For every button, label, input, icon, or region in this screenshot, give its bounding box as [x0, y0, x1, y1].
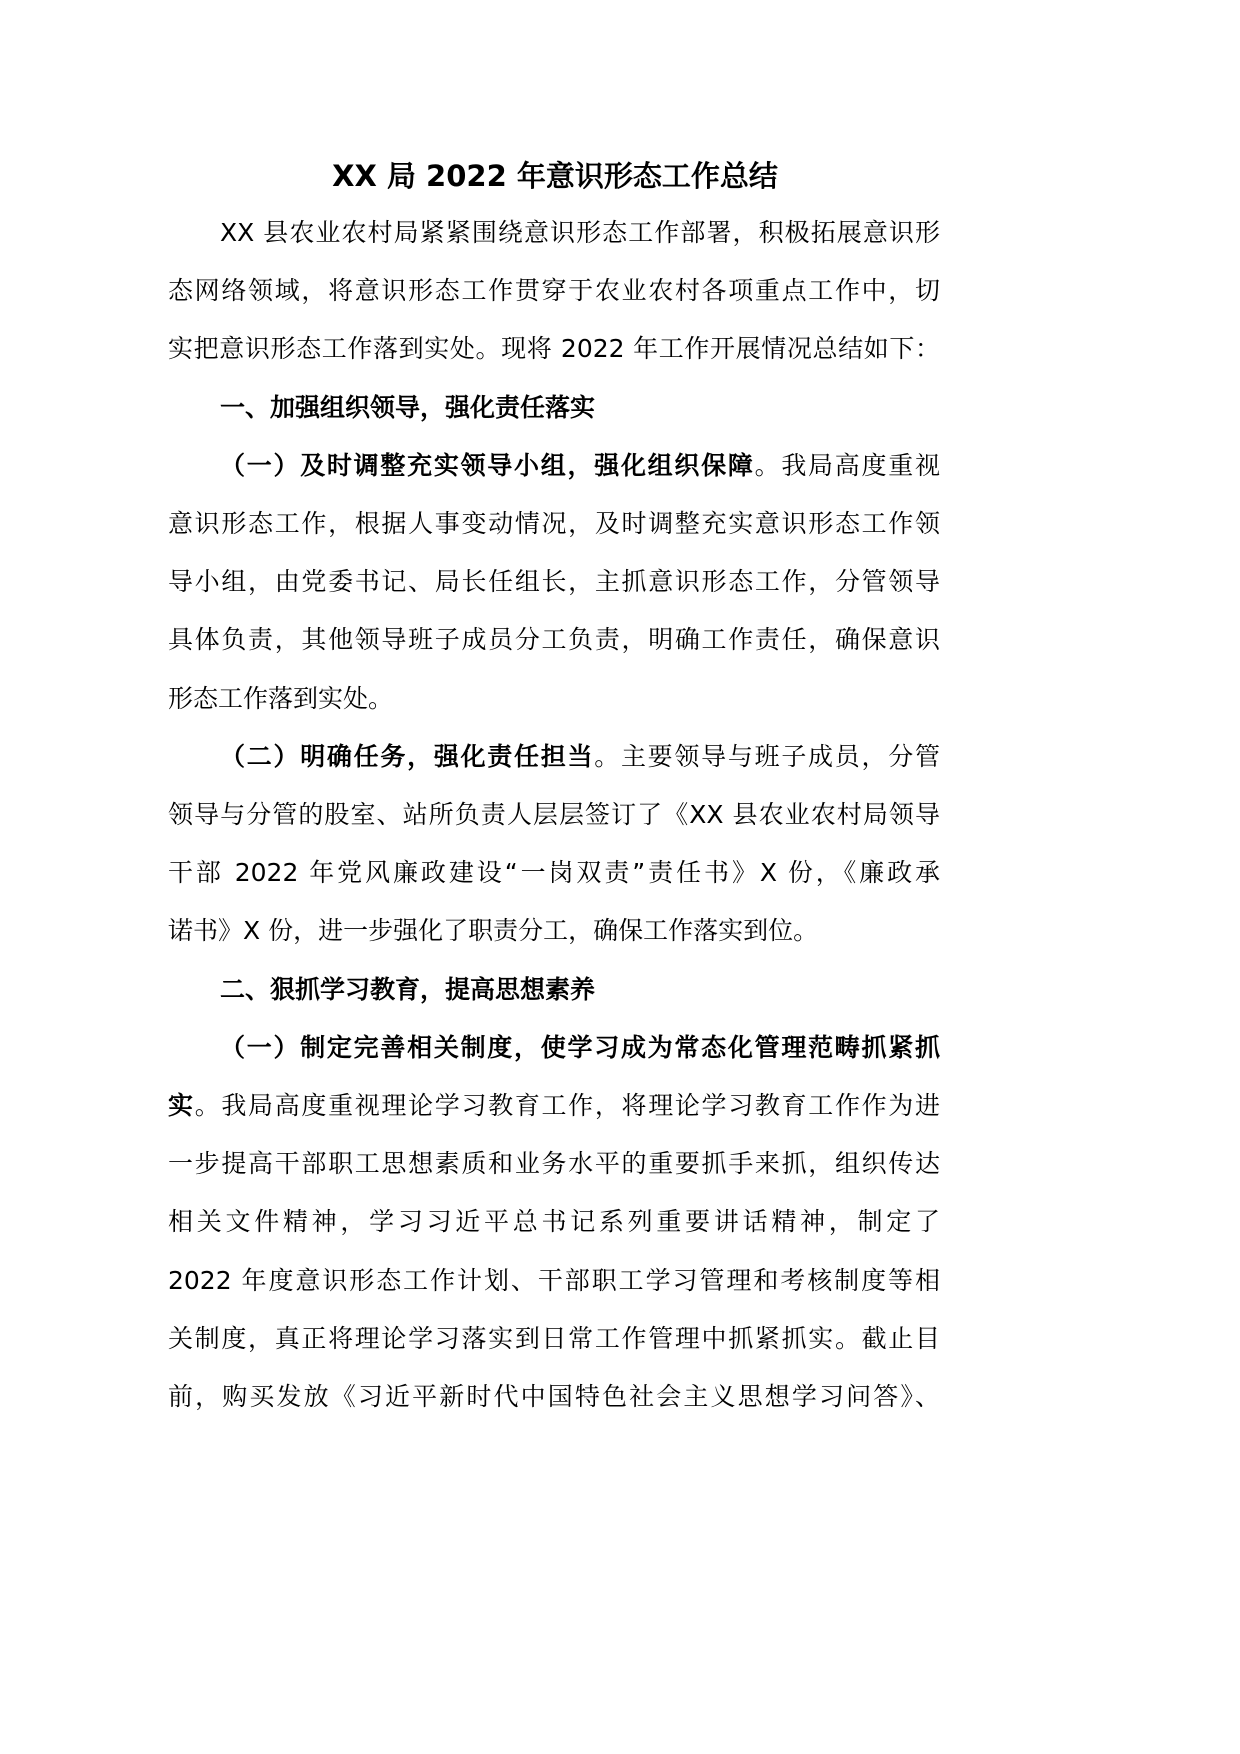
line-text: 诺书》X 份，进一步强化了职责分工，确保工作落实到位。 [168, 916, 819, 946]
text-line [168, 504, 940, 544]
text-line [168, 1377, 940, 1417]
text-line [168, 853, 940, 893]
line-text: 。主要领导与班子成员，分管 [594, 741, 940, 771]
line-text: 态网络领域，将意识形态工作贯穿于农业农村各项重点工作中，切 [168, 276, 940, 306]
line-text: 。我局高度重视 [754, 450, 940, 480]
text-line [168, 1261, 940, 1301]
line-text: XX 县农业农村局紧紧围绕意识形态工作部署，积极拓展意识形 [220, 218, 940, 247]
text-line [168, 1202, 940, 1242]
text-line [168, 213, 940, 253]
text-line [168, 446, 940, 486]
bold-lead-text: （一）及时调整充实领导小组，强化组织保障 [220, 450, 755, 480]
bold-lead-text: （二）明确任务，强化责任担当 [220, 741, 595, 771]
bold-lead-text: 一、加强组织领导，强化责任落实 [220, 392, 596, 422]
text-line [168, 271, 940, 311]
document-title: XX 局 2022 年意识形态工作总结 [332, 159, 778, 193]
text-line [168, 1319, 940, 1359]
bold-lead-text: （一）制定完善相关制度，使学习成为常态化管理范畴抓紧抓 [220, 1032, 940, 1062]
bold-lead-text: 实 [168, 1091, 195, 1120]
line-text: 领导与分管的股室、站所负责人层层签订了《XX 县农业农村局领导 [168, 800, 940, 829]
text-line [168, 329, 940, 369]
section-heading [168, 388, 940, 428]
line-text: 前，购买发放《习近平新时代中国特色社会主义思想学习问答》、 [168, 1382, 940, 1411]
line-text: 实把意识形态工作落到实处。现将 2022 年工作开展情况总结如下： [168, 334, 940, 364]
text-line [168, 620, 940, 660]
text-line [168, 795, 940, 835]
text-line [168, 737, 940, 777]
line-text: 导小组，由党委书记、局长任组长，主抓意识形态工作，分管领导 [168, 567, 940, 597]
line-text: 意识形态工作，根据人事变动情况，及时调整充实意识形态工作领 [168, 509, 940, 538]
text-line [168, 679, 940, 719]
text-line [168, 1144, 940, 1184]
section-heading [168, 1028, 940, 1068]
text-line [168, 562, 940, 602]
line-text: 干部 2022 年党风廉政建设“一岗双责”责任书》X 份，《廉政承 [168, 858, 940, 888]
section-heading [168, 970, 940, 1010]
line-text: 关制度，真正将理论学习落实到日常工作管理中抓紧抓实。截止目 [168, 1323, 940, 1353]
text-line [168, 911, 940, 951]
line-text: 一步提高干部职工思想素质和业务水平的重要抓手来抓，组织传达 [168, 1149, 940, 1179]
line-text: 2022 年度意识形态工作计划、干部职工学习管理和考核制度等相 [168, 1265, 940, 1295]
line-text: 形态工作落到实处。 [168, 683, 394, 713]
line-text: 。我局高度重视理论学习教育工作，将理论学习教育工作作为进 [194, 1091, 940, 1120]
line-text: 相关文件精神，学习习近平总书记系列重要讲话精神，制定了 [168, 1207, 940, 1237]
bold-lead-text: 二、狠抓学习教育，提高思想素养 [220, 974, 596, 1004]
text-line [168, 1086, 940, 1126]
line-text: 具体负责，其他领导班子成员分工负责，明确工作责任，确保意识 [168, 625, 940, 655]
